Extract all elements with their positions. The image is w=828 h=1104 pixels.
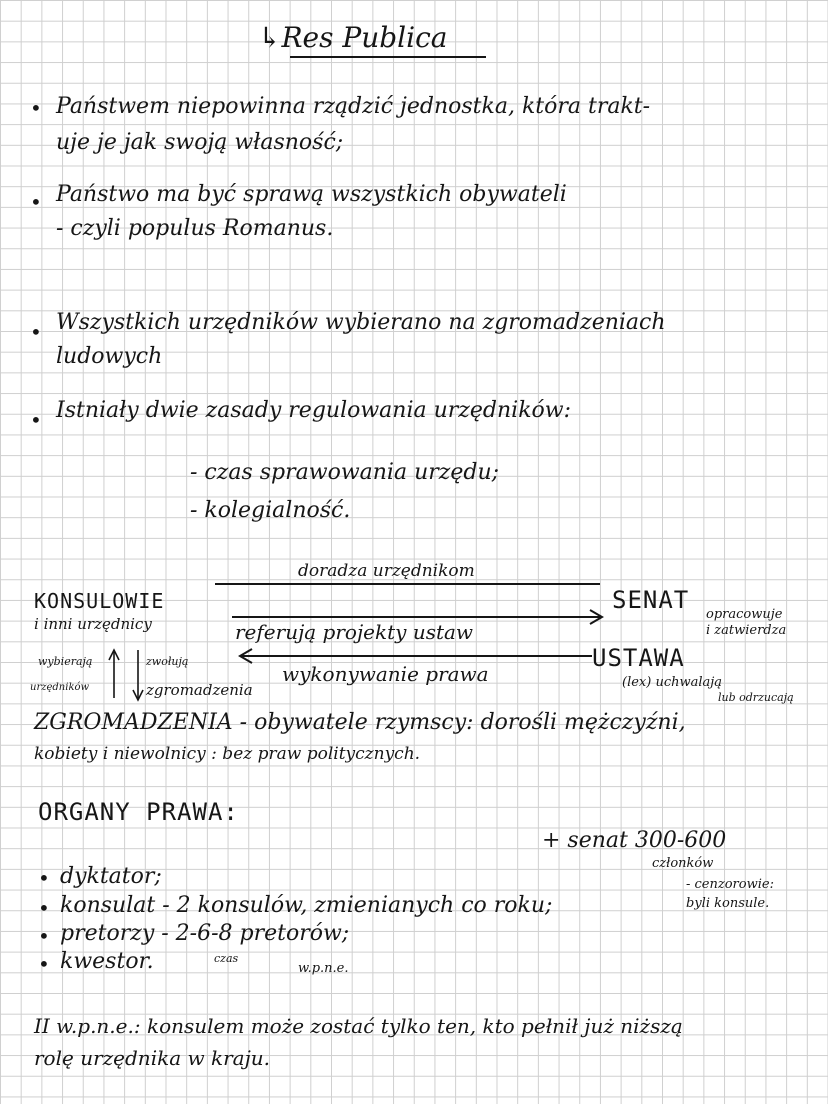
bullet-text: Wszystkich urzędników wybierano na zgromadzeniach: [56, 310, 666, 335]
diagram-elect-label: urzędników: [30, 682, 90, 693]
senate-note-sub: członków: [652, 856, 714, 871]
organ-item: kwestor.: [60, 949, 154, 974]
sub-item: - czas sprawowania urzędu;: [190, 460, 500, 485]
diagram-elect-label: wybierają: [38, 655, 93, 668]
bullet-text: Państwo ma być sprawą wszystkich obywateli: [56, 182, 567, 207]
diagram-execute-label: wykonywanie prawa: [282, 662, 489, 686]
censor-note: - cenzorowie:: [686, 877, 774, 892]
bullet-marker: •: [30, 320, 42, 344]
organ-item: dyktator;: [60, 864, 162, 889]
bullet-text: ludowych: [56, 344, 163, 369]
diagram-law-node: USTAWA: [592, 644, 685, 672]
page-title: ↳Res Publica: [258, 21, 448, 54]
pretor-sub: w.p.n.e.: [298, 961, 349, 976]
organ-item: konsulat - 2 konsulów, zmienianych co roku;: [60, 893, 553, 918]
bullet-marker: •: [38, 866, 50, 890]
footer-note: II w.p.n.e.: konsulem może zostać tylko ten, kto pełnił już niższą: [34, 1014, 683, 1038]
diagram-consuls-sub: i inni urzędnicy: [34, 615, 152, 633]
diagram-senate-node: SENAT: [612, 586, 690, 614]
diagram-refer-label: referują projekty ustaw: [235, 620, 474, 644]
bullet-text: Istniały dwie zasady regulowania urzędników:: [56, 398, 572, 423]
organ-item: pretorzy - 2-6-8 pretorów;: [60, 921, 350, 946]
sub-item: - kolegialność.: [190, 498, 351, 523]
censor-note: byli konsule.: [686, 896, 770, 911]
diagram-law-note: lub odrzucają: [718, 691, 794, 704]
bullet-marker: •: [30, 190, 42, 214]
senate-note: + senat 300-600: [542, 828, 727, 853]
assembly-text: ZGROMADZENIA - obywatele rzymscy: dorośli mężczyźni,: [34, 710, 686, 735]
bullet-marker: •: [38, 952, 50, 976]
organs-heading: ORGANY PRAWA:: [38, 798, 239, 826]
footer-note: rolę urzędnika w kraju.: [34, 1046, 271, 1070]
diagram-senate-note: opracowuje: [706, 607, 783, 622]
diagram-assembly-node: zgromadzenia: [146, 681, 253, 699]
diagram-law-note: (lex) uchwalają: [622, 675, 723, 690]
assembly-text: kobiety i niewolnicy : bez praw politycznych.: [34, 744, 421, 764]
bullet-marker: •: [38, 896, 50, 920]
bullet-marker: •: [30, 408, 42, 432]
bullet-text: Państwem niepowinna rządzić jednostka, która trakt-: [56, 94, 651, 119]
bullet-marker: •: [30, 96, 42, 120]
diagram-convene-label: zwołują: [146, 655, 189, 668]
bullet-text: - czyli populus Romanus.: [56, 216, 334, 241]
bullet-marker: •: [38, 924, 50, 948]
bullet-text: uje je jak swoją własność;: [56, 130, 344, 155]
diagram-advise-label: doradza urzędnikom: [298, 561, 475, 581]
pretor-sub: czas: [214, 952, 239, 965]
diagram-senate-note: i zatwierdza: [706, 623, 787, 638]
diagram-consuls-node: KONSULOWIE: [34, 589, 165, 613]
